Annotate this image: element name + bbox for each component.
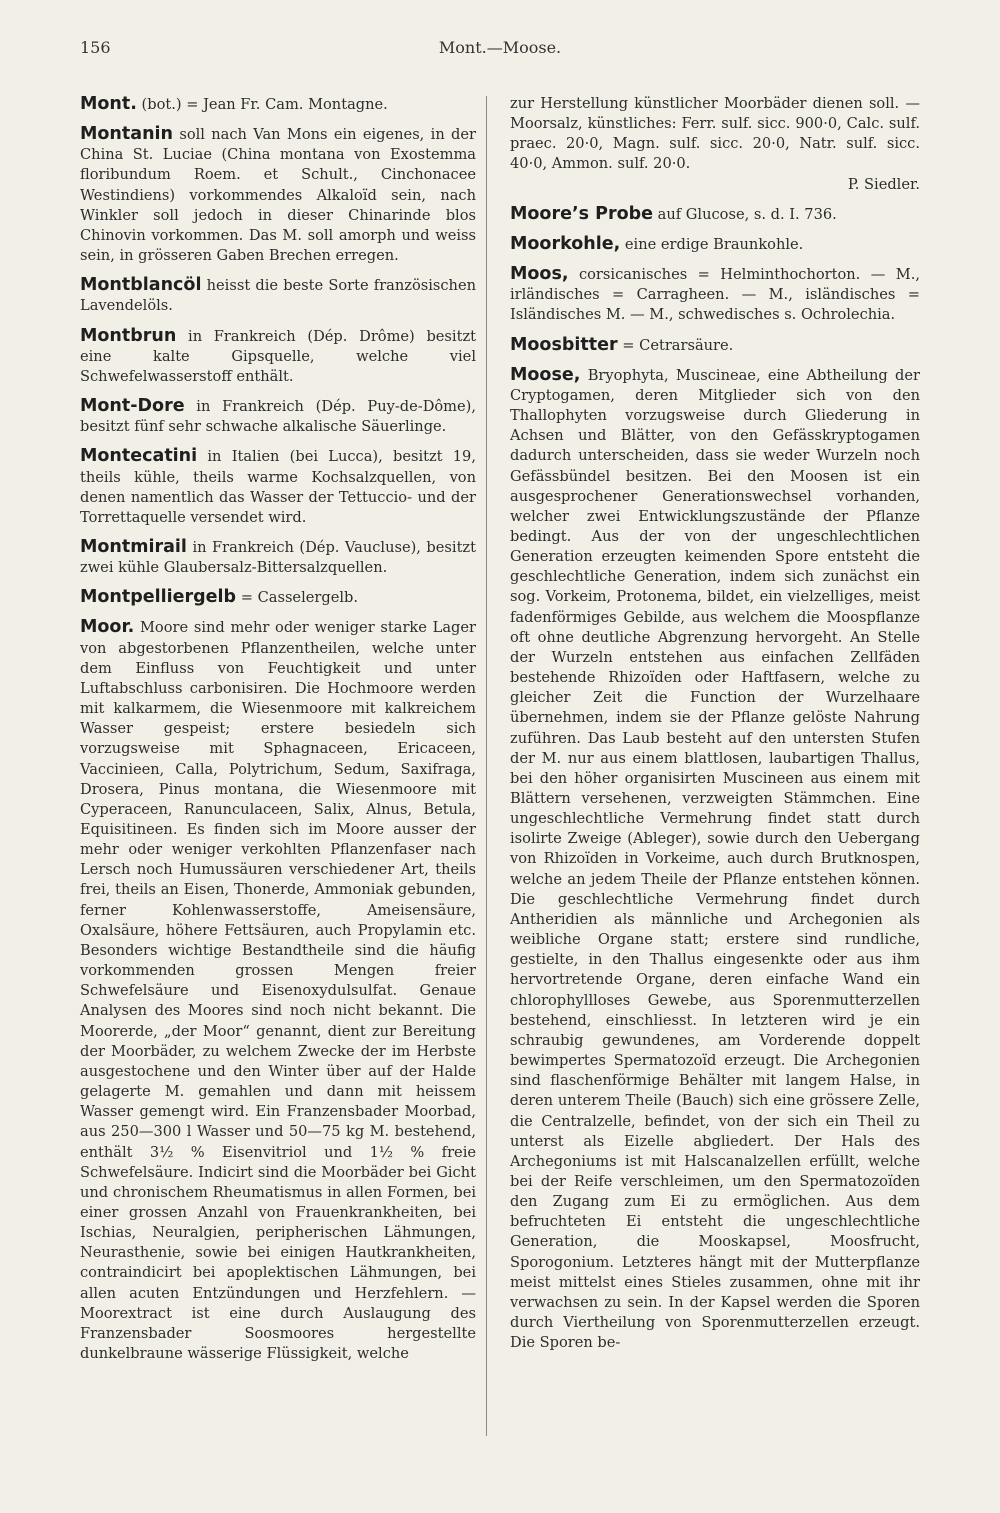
entry-text: in Italien (bei Lucca), besitzt 19, theils kühle, theils warme Kochsalzquellen, von denen namentlich das Wasser der Tettuccio- und der Torrettaquelle versendet wird. xyxy=(80,448,476,526)
entry-moose xyxy=(510,365,920,1354)
entry-text: corsicanisches = Helminthochorton. — M., irländisches = Carragheen. — M., isländisches = Isländisches M. — M., schwedisches s. Ochrolechia. xyxy=(510,266,920,324)
left-column xyxy=(80,94,476,1373)
entry-moores-probe xyxy=(510,204,920,225)
entry-mont xyxy=(80,94,476,115)
entry-text: auf Glucose, s. d. I. 736. xyxy=(653,205,837,223)
entry-moos xyxy=(510,264,920,325)
entry-keyword: Montblancöl xyxy=(80,275,202,296)
entry-keyword: Moosbitter xyxy=(510,334,618,355)
entry-moosbitter xyxy=(510,335,920,356)
entry-montmirail xyxy=(80,537,476,578)
entry-text: soll nach Van Mons ein eigenes, in der China St. Luciae (China montana von Exostemma floribundum Roem. et Schult., Cinchonacee Westindiens) vorkommendes Alkaloïd sein, nach Winkler soll jedoch in dieser Chinarinde blos Chinovin vorkommen. Das M. soll amorph und weiss sein, in grösseren Gaben Brechen erregen. xyxy=(80,126,476,265)
entry-montecatini xyxy=(80,446,476,528)
entry-keyword: Moore’s Probe xyxy=(510,203,653,224)
entry-montanin xyxy=(80,124,476,266)
entry-keyword: Moos, xyxy=(510,264,569,285)
entry-mont-dore xyxy=(80,396,476,437)
entry-moor-continued xyxy=(510,94,920,195)
entry-text: Bryophyta, Muscineae, eine Abtheilung der Cryptogamen, deren Mitglieder sich von den Thallophyten vorzugsweise durch Gliederung in Achsen und Blätter, von den Gefässkryptogamen dadurch unterscheiden, dass sie weder Wurzeln noch Gefässbündel besitzen. Bei den Moosen ist ein ausgesprochener Generationswechsel vorhanden, welcher zwei Entwicklungszustände der Pflanze bedingt. Aus der von der ungeschlechtlichen Generation erzeugten keimenden Spore entsteht die geschlechtliche Generation, indem sich zunächst ein sog. Vorkeim, Protonema, bildet, ein vielzelliges, meist fadenförmiges Gebilde, aus welchem die Moospflanze oft ohne deutliche Abgrenzung hervorgeht. An Stelle der Wurzeln entstehen aus einfachen Zellfäden bestehende Rhizoïden oder Haftfasern, welche zu gleicher Zeit die Function der Wurzelhaare übernehmen, indem sie der Pflanze gelöste Nahrung zuführen. Das Laub besteht auf den untersten Stufen der M. nur aus einem blattlosen, laubartigen Thallus, bei den höher organisirten Muscineen aus einem mit Blättern versehenen, verzweigten Stämmchen. Eine ungeschlechtliche Vermehrung findet statt durch isolirte Zweige (Ableger), sowie durch den Uebergang von Rhizoïden in Vorkeime, auch durch Brutknospen, welche an jedem Theile der Pflanze entstehen können. Die geschlechtliche Vermehrung findet durch Antheridien als männliche und Archegonien als weibliche Organe statt; erstere sind rundliche, gestielte, in den Thallus eingesenkte oder aus ihm hervortretende Organe, deren einfache Wand ein chlorophyllloses Gewebe, aus Sporenmutterzellen bestehend, einschliesst. In letzteren wird je ein schraubig gewundenes, am Vorderende doppelt bewimpertes Spermatozoïd erzeugt. Die Archegonien sind flaschenförmige Behälter mit langem Halse, in deren unterem Theile (Bauch) sich eine grössere Zelle, die Centralzelle, befindet, von der sich ein Theil zu unterst als Eizelle abgliedert. Der Hals des Archegoniums ist mit Halscanalzellen erfüllt, welche bei der Reife verschleimen, um den Spermatozoïden den Zugang zum Ei zu ermöglichen. Aus dem befruchteten Ei entsteht die ungeschlechtliche Generation, die Mooskapsel, Moosfrucht, Sporogonium. Letzteres hängt mit der Mutterpflanze meist mittelst eines Stieles zusammen, ohne mit ihr verwachsen zu sein. In der Kapsel werden die Sporen durch Viertheilung von Sporenmutterzellen erzeugt. Die Sporen be- xyxy=(510,366,920,1352)
entry-keyword: Montanin xyxy=(80,124,173,145)
column-divider xyxy=(486,96,487,1436)
page-header xyxy=(80,38,920,62)
running-title: Mont.—Moose. xyxy=(438,38,562,57)
entry-keyword: Mont-Dore xyxy=(80,396,185,417)
entry-text: in Frankreich (Dép. Vaucluse), besitzt zwei kühle Glaubersalz-Bittersalzquellen. xyxy=(80,538,476,577)
entry-keyword: Montpelliergelb xyxy=(80,587,237,608)
entry-montblancoel xyxy=(80,275,476,316)
entry-moorkohle xyxy=(510,234,920,255)
page-number: 156 xyxy=(80,38,111,57)
entry-text: (bot.) = Jean Fr. Cam. Montagne. xyxy=(136,96,388,113)
entry-keyword: Mont. xyxy=(80,94,137,114)
entry-keyword: Moor. xyxy=(80,617,135,638)
entry-montpelliergelb xyxy=(80,587,476,608)
entry-keyword: Montbrun xyxy=(80,325,177,346)
entry-text: zur Herstellung künstlicher Moorbäder dienen soll. — Moorsalz, künstliches: Ferr. sulf. sicc. 900·0, Calc. sulf. praec. 20·0, Magn. sulf. sicc. 20·0, Natr. sulf. sicc. 40·0, Ammon. sulf. 20·0. xyxy=(510,95,920,173)
entry-moor xyxy=(80,617,476,1364)
right-column xyxy=(510,94,920,1362)
entry-keyword: Moorkohle, xyxy=(510,233,621,254)
entry-text: in Frankreich (Dép. Puy-de-Dôme), besitzt fünf sehr schwache alkalische Säuerlinge. xyxy=(80,398,476,436)
entry-text: eine erdige Braunkohle. xyxy=(620,235,804,253)
entry-keyword: Moose, xyxy=(510,364,581,385)
entry-text: = Cetrarsäure. xyxy=(617,336,734,354)
entry-text: in Frankreich (Dép. Drôme) besitzt eine kalte Gipsquelle, welche viel Schwefelwasserstoff enthält. xyxy=(80,327,476,385)
entry-montbrun xyxy=(80,326,476,387)
entry-keyword: Montecatini xyxy=(80,446,198,467)
entry-text: = Casselergelb. xyxy=(236,589,358,607)
entry-text: heisst die beste Sorte französischen Lavendelöls. xyxy=(80,277,476,315)
author-signature: P. Siedler. xyxy=(847,175,920,193)
entry-text: Moore sind mehr oder weniger starke Lager von abgestorbenen Pflanzentheilen, welche unter dem Einfluss von Feuchtigkeit und unter Luftabschluss carbonisiren. Die Hochmoore werden mit kalkarmem, die Wiesenmoore mit kalkreichem Wasser gespeist; erstere besiedeln sich vorzugsweise mit Sphagnaceen, Ericaceen, Vaccinieen, Calla, Polytrichum, Sedum, Saxifraga, Drosera, Pinus montana, die Wiesenmoore mit Cyperaceen, Ranunculaceen, Salix, Alnus, Betula, Equisitineen. Es finden sich im Moore ausser der mehr oder weniger verkohlten Pflanzenfaser nach Lersch noch Humussäuren verschiedener Art, theils frei, theils an Eisen, Thonerde, Ammoniak gebunden, ferner Kohlenwasserstoffe, Ameisensäure, Oxalsäure, höhere Fettsäuren, auch Propylamin etc. Besonders wichtige Bestandtheile sind die häufig vorkommenden grossen Mengen freier Schwefelsäure und Eisenoxydulsulfat. Genaue Analysen des Moores sind noch nicht bekannt. Die Moorerde, „der Moor“ genannt, dient zur Bereitung der Moorbäder, zu welchem Zwecke der im Herbste ausgestochene und den Winter über auf der Halde gelagerte M. gemahlen und dann mit heissem Wasser gemengt wird. Ein Franzensbader Moorbad, aus 250—300 l Wasser und 50—75 kg M. bestehend, enthält 3½ % Eisenvitriol und 1½ % freie Schwefelsäure. Indicirt sind die Moorbäder bei Gicht und chronischem Rheumatismus in allen Formen, bei einer grossen Anzahl von Frauenkrankheiten, bei Ischias, Neuralgien, peripherischen Lähmungen, Neurasthenie, sowie bei einigen Hautkrankheiten, contraindicirt bei apoplektischen Lähmungen, bei allen acuten Entzündungen und Herzfehlern. — Moorextract ist eine durch Auslaugung des Franzensbader Soosmoores hergestellte dunkelbraune wässerige Flüssigkeit, welche xyxy=(80,619,476,1363)
entry-keyword: Montmirail xyxy=(80,536,187,557)
